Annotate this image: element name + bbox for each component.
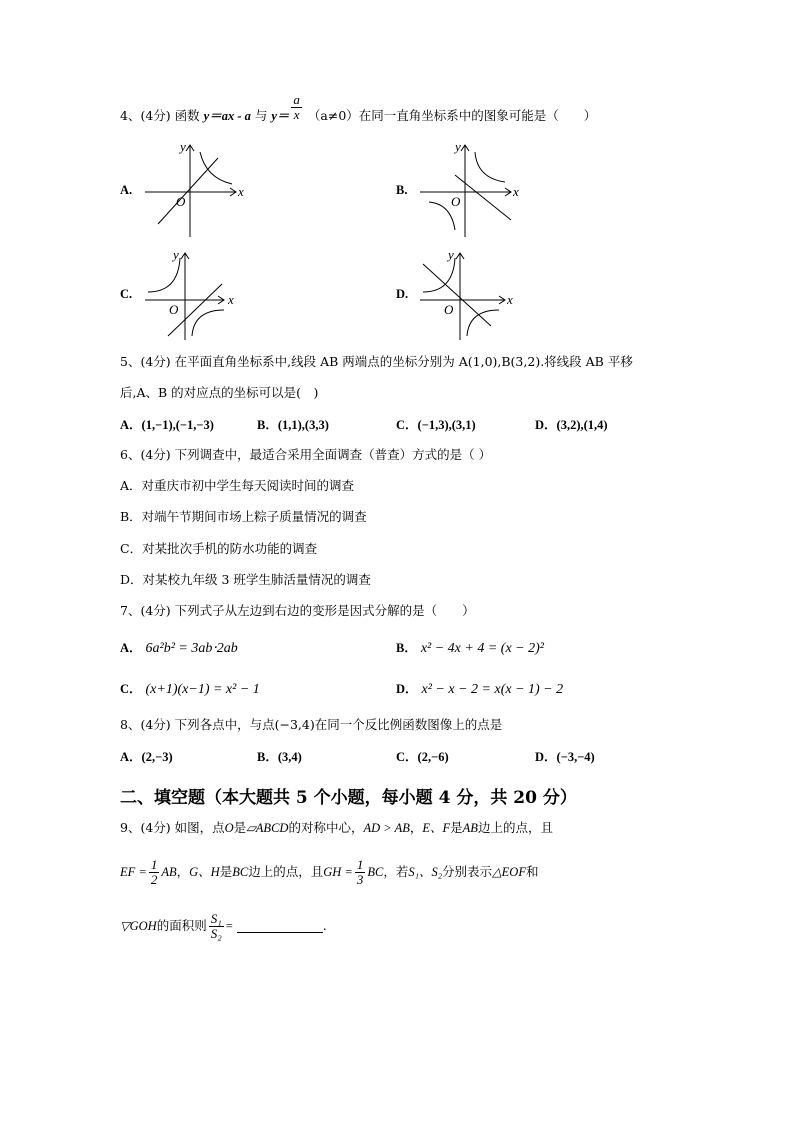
option-expr: 6a²b² = 3ab⋅2ab (145, 641, 238, 656)
q9-text: 9、(4分) 如图，点 (120, 820, 225, 835)
frac-num: 1 (150, 857, 158, 872)
axis-y-label: y (455, 140, 461, 154)
axis-x-label: x (507, 292, 513, 307)
frac-num: 1 (356, 857, 364, 872)
q4-frac-num: a (293, 92, 300, 107)
q7-option-c (120, 681, 260, 698)
q4-graph-a (140, 140, 250, 240)
q9-math: BC (367, 865, 384, 879)
q4-option-c-label: C. (120, 287, 133, 301)
q5-stem-line2: 后,A、B 的对应点的坐标可以是( ) (120, 385, 319, 400)
q9-line3 (120, 912, 327, 941)
q4-graph-c (140, 248, 250, 343)
answer-blank[interactable] (237, 918, 323, 933)
option-label: A． (120, 641, 142, 655)
q9-math: GH = (323, 865, 353, 879)
q9-math: AB (161, 865, 177, 879)
origin-label: O (176, 194, 186, 209)
q9-math: O (224, 821, 234, 835)
q9-math: ▽GOH (120, 919, 157, 933)
q5-option-d: D．(3,2),(1,4) (535, 418, 608, 432)
q5-stem-line1: 5、(4分) 在平面直角坐标系中,线段 AB 两端点的坐标分别为 A(1,0),B(3,2).将线段 AB 平移 (120, 354, 633, 369)
axis-x-label: x (238, 184, 244, 199)
q9-text: 是 (450, 820, 463, 835)
q4-text-mid: 与 (254, 108, 268, 123)
q6-option-c: C．对某批次手机的防水功能的调查 (120, 541, 318, 556)
q9-text: 的面积则 (156, 918, 207, 933)
q9-text: 是 (233, 820, 247, 835)
q5-option-b: B．(1,1),(3,3) (257, 418, 329, 432)
origin-label: O (451, 194, 461, 209)
q4-text: 函数 (174, 108, 200, 123)
q9-text: ， (409, 820, 423, 835)
q7-option-b (396, 640, 544, 657)
q9-math: E、F (422, 821, 451, 835)
q6-option-d: D．对某校九年级 3 班学生肺活量情况的调查 (120, 572, 371, 587)
q7-option-d (396, 681, 563, 698)
q9-math: = (225, 919, 233, 933)
q9-text: ， (176, 864, 190, 879)
q5-option-a: A．(1,−1),(−1,−3) (120, 418, 214, 432)
q4-option-a-label: A. (120, 183, 133, 197)
q9-fraction-third (355, 858, 366, 887)
frac-den: 3 (356, 872, 364, 887)
q9-text: 边上的点，且 (477, 820, 553, 835)
axis-x-label: x (228, 292, 234, 307)
q4-stem (120, 92, 597, 124)
q9-math: AB (462, 821, 478, 835)
option-label: C． (120, 682, 142, 696)
q7-stem: 7、(4分) 下列式子从左边到右边的变形是因式分解的是（ ） (120, 603, 475, 618)
q9-text: 是 (219, 864, 233, 879)
frac-den: 2 (150, 872, 158, 887)
q4-text-b: 在同一直角坐标系中的图象可能是（ ） (358, 108, 597, 123)
q4-func1: y＝ax - a (203, 109, 251, 123)
q4-cond: （a≠0） (307, 108, 359, 123)
q9-text: 和 (525, 864, 539, 879)
q9-line2 (120, 858, 539, 887)
q9-fraction-half (149, 858, 160, 887)
origin-label: O (169, 302, 179, 317)
q9-math: S₁、S₂ (408, 865, 443, 879)
q9-text: 的对称中心， (288, 820, 364, 835)
axis-y-label: y (173, 248, 179, 262)
question-number: 4、(4分) (120, 108, 171, 123)
q9-text: 分别表示 (442, 864, 493, 879)
q9-math: G、H (189, 865, 220, 879)
option-expr: x² − x − 2 = x(x − 1) − 2 (421, 682, 564, 697)
section-heading: 二、填空题（本大题共 5 个小题，每小题 4 分，共 20 分） (120, 788, 577, 808)
q8-option-c: C．(2,−6) (396, 750, 449, 764)
option-expr: (x+1)(x−1) = x² − 1 (145, 682, 260, 697)
q4-yeq: y＝ (271, 109, 290, 123)
axis-y-label: y (180, 140, 186, 154)
q6-option-a: A．对重庆市初中学生每天阅读时间的调查 (120, 478, 355, 493)
q9-fraction-s (209, 912, 224, 941)
q9-line1 (120, 820, 553, 836)
q6-stem: 6、(4分) 下列调查中，最适合采用全面调查（普查）方式的是（ ） (120, 447, 492, 462)
q8-option-a: A．(2,−3) (120, 750, 173, 764)
q9-math: AD > AB (363, 821, 410, 835)
q4-option-b-label: B. (396, 183, 408, 197)
q4-fraction (291, 93, 302, 122)
origin-label: O (444, 302, 454, 317)
q9-text: ，若 (383, 864, 409, 879)
q9-end: . (322, 918, 327, 933)
q4-frac-den: x (293, 107, 300, 122)
q9-math: △EOF (492, 865, 526, 879)
q8-stem: 8、(4分) 下列各点中，与点(−3,4)在同一个反比例函数图像上的点是 (120, 717, 503, 732)
frac-num: S₁ (210, 911, 222, 926)
q8-option-b: B．(3,4) (257, 750, 302, 764)
q7-option-a (120, 640, 238, 657)
q4-graph-b (415, 140, 525, 240)
option-label: D． (396, 682, 418, 696)
q5-option-c: C．(−1,3),(3,1) (396, 418, 476, 432)
axis-x-label: x (513, 184, 519, 199)
axis-y-label: y (448, 248, 454, 262)
option-label: B． (396, 641, 417, 655)
q9-text: 边上的点，且 (248, 864, 324, 879)
q4-option-d-label: D. (396, 287, 409, 301)
option-expr: x² − 4x + 4 = (x − 2)² (420, 641, 544, 656)
q9-math: EF = (120, 865, 147, 879)
frac-den: S₂ (210, 926, 222, 941)
q9-math: BC (232, 865, 249, 879)
q8-option-d: D．(−3,−4) (535, 750, 595, 764)
q6-option-b: B．对端午节期间市场上粽子质量情况的调查 (120, 509, 367, 524)
q4-graph-d (415, 248, 525, 343)
q9-math: ▱ABCD (246, 821, 289, 835)
